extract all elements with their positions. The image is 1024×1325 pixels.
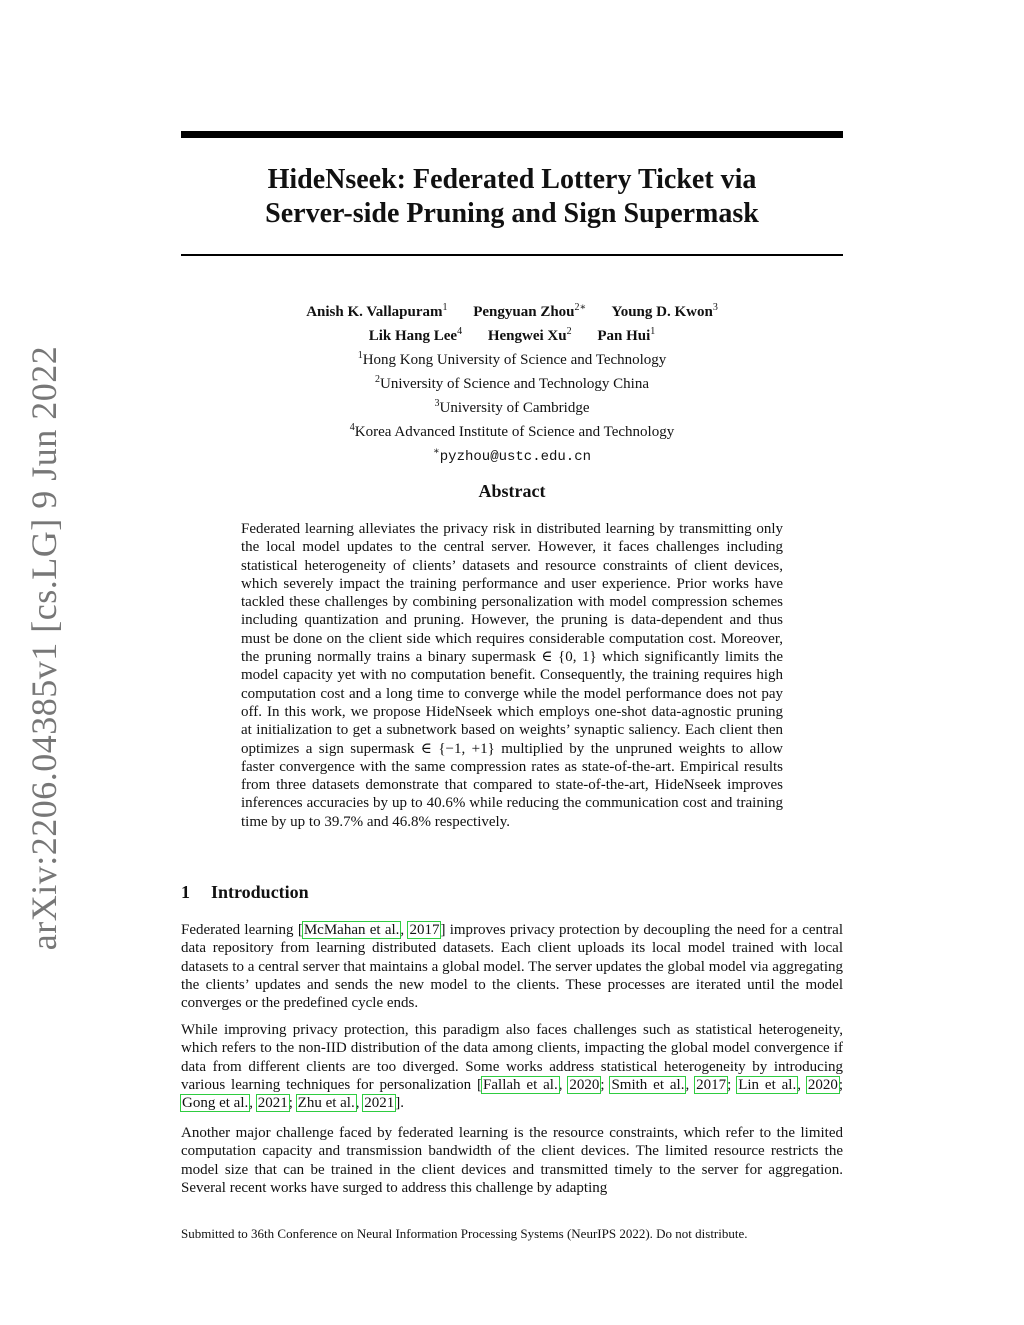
author-row-1 [181,298,843,322]
paper-title [181,163,843,231]
arxiv-side-stamp: arXiv:2206.04385v1 [cs.LG] 9 Jun 2022 [24,345,64,951]
author-mark: 4 [457,326,463,337]
citation-link[interactable]: Smith et al. [611,1076,685,1093]
affiliation: $^1$Hong Kong University of Science and Technology [357,350,667,368]
citation-link[interactable]: 2021 [257,1095,288,1112]
citation-link[interactable]: 2020 [807,1076,838,1093]
citation-link[interactable]: 2021 [364,1095,395,1112]
citation-link[interactable]: Fallah et al. [483,1076,558,1093]
title-rule-bottom [181,254,843,256]
intro-paragraph-3: Another major challenge faced by federated learning is the resource constraints, which refer to the limited computation capacity and transmission bandwidth of the client devices. The limited resource restricts the model size that can be trained in the client devices and transmitted timely to the server for aggregation. Several recent works have surged to address this challenge by adapting [181,1125,843,1196]
contact-email: ∗pyzhou@ustc.edu.cn [432,446,592,465]
citation-link[interactable]: 2017 [409,922,440,938]
author-mark: 2∗ [574,302,587,313]
citation-link[interactable]: McMahan et al. [303,922,400,938]
citation-link[interactable]: Zhu et al. [297,1095,355,1112]
affiliation: $^2$University of Science and Technology China [374,374,650,392]
title-line-2: Server-side Pruning and Sign Supermask [265,198,759,229]
author-name: Young D. Kwon [611,304,713,320]
abstract-text: Federated learning alleviates the privacy risk in distributed learning by transmitting only the local model updates to the central server. However, it faces challenges including statistical heterogeneity of clients’ datasets and resource constraints of client devices, which severely impact the training performance and user experience. Prior works have tackled these challenges by combining personalization with model compression schemes including quantization and pruning. However, the pruning is data-dependent and thus must be done on the client side which requires considerable computation cost. Moreover, the pruning normally trains a binary supermask ∈ {0, 1} which significantly limits the model capacity yet with no computation benefit. Consequently, the training requires high computation cost and a long time to converge while the model performance does not pay off. In this work, we propose HideNseek which employs one-shot data-agnostic pruning at initialization to get a subnetwork based on weights’ synaptic saliency. Each client then optimizes a sign supermask ∈ {−1, +1} multiplied by the unpruned weights to allow faster convergence with the same compression rates as state-of-the-art. Empirical results from three datasets demonstrate that compared to state-of-the-art, HideNseek improves inferences accuracies by up to 40.6% while reducing the communication cost and training time by up to 39.7% and 46.8% respectively. [241,521,783,830]
intro-paragraph-1: Federated learning [McMahan et al., 2017] improves privacy protection by decoupling the need for a central data repository from learning distributed datasets. Each client uploads its local model trained with local datasets to a central server that maintains a global model. The server updates the global model via aggregating the clients’ updates and sends the new model to the clients. These processes are iterated until the model converges or the predefined cycle ends. [181,922,844,1012]
citation-link[interactable]: 2020 [569,1076,600,1093]
author-mark: 1 [650,326,656,337]
citation-link[interactable]: 2017 [696,1076,727,1093]
title-line-1: HideNseek: Federated Lottery Ticket via [267,164,757,195]
submission-footer: Submitted to 36th Conference on Neural Information Processing Systems (NeurIPS 2022). Do not distribute. [181,1226,748,1241]
title-rule-top [181,131,843,138]
affiliation: $^4$Korea Advanced Institute of Science and Technology [349,422,675,440]
abstract-heading: Abstract [478,481,546,501]
email-address[interactable]: pyzhou@ustc.edu.cn [439,449,592,465]
author-name: Lik Hang Lee [368,328,458,344]
author-name: Pengyuan Zhou [473,304,575,320]
author-row-2 [181,322,843,346]
author-name: Hengwei Xu [487,328,567,344]
citation-link[interactable]: Gong et al. [182,1095,249,1112]
author-mark: 1 [442,302,448,313]
citation-link[interactable]: Lin et al. [738,1076,797,1093]
author-mark: 2 [566,326,572,337]
section-title: Introduction [211,882,309,902]
author-name: Anish K. Vallapuram [306,304,443,320]
author-mark: 3 [712,302,718,313]
intro-paragraph-2: While improving privacy protection, this paradigm also faces challenges such as statistical heterogeneity, which refers to the non-IID distribution of the data among clients, impacting the global model convergence if data from different clients are too diverged. Some works address statistical heterogeneity by introducing various learning techniques for personalization [Fallah et al., 2020; Smith et al., 2017; Lin et al., 2020; Gong et al., 2021; Zhu et al., 2021]. [181,1022,844,1112]
section-number: 1 [181,882,190,902]
section-heading-introduction [181,882,309,903]
affiliation: $^3$University of Cambridge [434,398,590,416]
author-name: Pan Hui [597,328,651,344]
author-block [181,298,843,467]
